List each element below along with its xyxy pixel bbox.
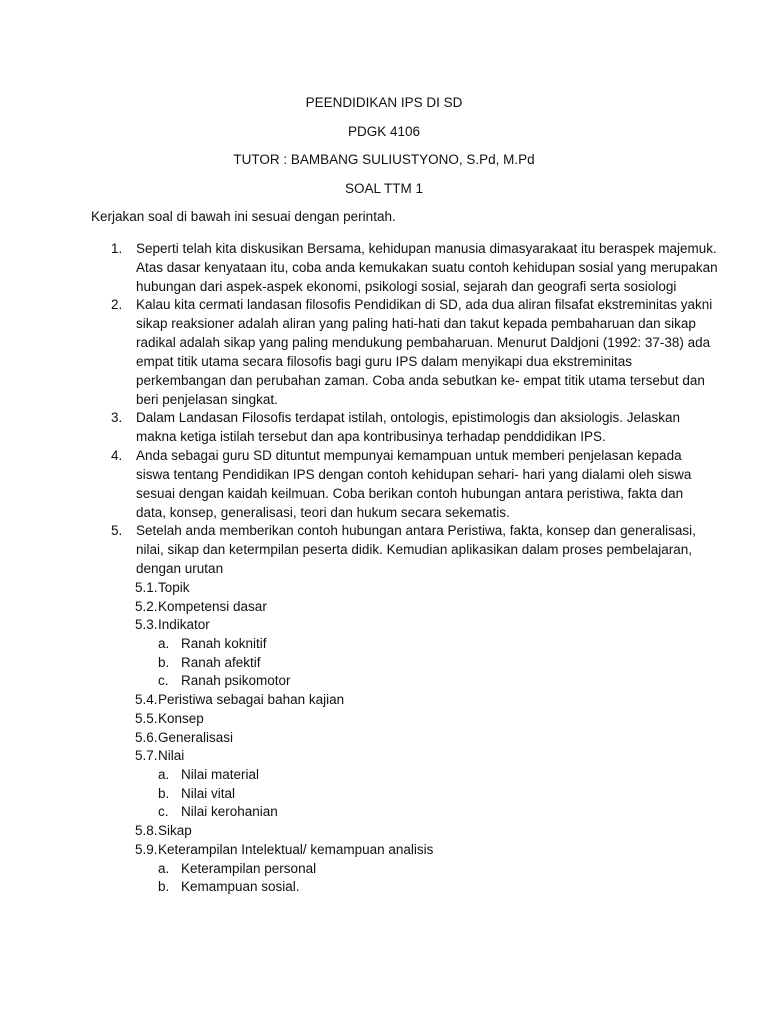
subitem-number: 5.7. bbox=[135, 748, 158, 763]
question-number: 1. bbox=[111, 241, 123, 256]
subitem-number: 5.9. bbox=[135, 842, 158, 857]
question-line: hubungan dari aspek-aspek ekonomi, psikologi sosial, sejarah dan geografi serta sosiologi bbox=[136, 279, 677, 294]
subitem-label: Ranah psikomotor bbox=[181, 673, 291, 688]
subitem-5-3 bbox=[135, 615, 210, 634]
question-line: sesuai dengan kaidah keilmuan. Coba berikan contoh hubungan antara peristiwa, fakta dan bbox=[136, 486, 684, 501]
subitem-number: 5.4. bbox=[135, 692, 158, 707]
question-number: 2. bbox=[111, 297, 123, 312]
question-line: sikap reaksioner adalah aliran yang paling hati-hati dan takut kepada pembaharuan dan sikap bbox=[136, 316, 696, 331]
question-line: data, konsep, generalisasi, teori dan hukum secara sekematis. bbox=[136, 505, 510, 520]
subitem-number: 5.5. bbox=[135, 711, 158, 726]
question-line: empat titik utama secara filosofis bagi guru IPS dalam menyikapi dua ekstreminitas bbox=[136, 354, 632, 369]
subitem-label: Indikator bbox=[158, 617, 210, 632]
question-number: 5. bbox=[111, 523, 123, 538]
subitem-5-9-b bbox=[158, 877, 300, 896]
subitem-number: 5.3. bbox=[135, 617, 158, 632]
subitem-letter: b. bbox=[158, 786, 170, 801]
subitem-label: Konsep bbox=[158, 711, 204, 726]
subitem-label: Keterampilan personal bbox=[181, 861, 317, 876]
subitem-label: Nilai material bbox=[181, 767, 260, 782]
question-number: 4. bbox=[111, 448, 123, 463]
subitem-letter: c. bbox=[158, 804, 169, 819]
question-line: Seperti telah kita diskusikan Bersama, kehidupan manusia dimasyarakaat itu beraspek majemuk. bbox=[136, 241, 717, 256]
subitem-5-9 bbox=[135, 840, 433, 859]
question-line: Kalau kita cermati landasan filosofis Pendidikan di SD, ada dua aliran filsafat ekstreminitas yakni bbox=[136, 297, 713, 312]
question-line: siswa tentang Pendidikan IPS dengan contoh kehidupan sehari- hari yang dialami oleh siswa bbox=[136, 467, 692, 482]
question-line: Setelah anda memberikan contoh hubungan antara Peristiwa, fakta, konsep dan generalisasi, bbox=[136, 523, 696, 538]
tutor-line: TUTOR : BAMBANG SULIUSTYONO, S.Pd, M.Pd bbox=[233, 152, 535, 167]
question-3 bbox=[111, 408, 696, 446]
subitem-label: Sikap bbox=[158, 823, 192, 838]
subitem-5-7-c bbox=[158, 802, 278, 821]
subitem-5-4 bbox=[135, 690, 344, 709]
subitem-5-3-a bbox=[158, 634, 267, 653]
subitem-5-3-b bbox=[158, 653, 261, 672]
question-number: 3. bbox=[111, 410, 123, 425]
subitem-number: 5.1. bbox=[135, 580, 158, 595]
subitem-label: Nilai bbox=[158, 748, 185, 763]
question-line: nilai, sikap dan ketermpilan peserta didik. Kemudian aplikasikan dalam proses pembelajaran, bbox=[136, 542, 693, 557]
subitem-label: Nilai vital bbox=[181, 786, 236, 801]
subitem-letter: a. bbox=[158, 636, 170, 651]
subitem-letter: b. bbox=[158, 655, 170, 670]
subitem-label: Ranah koknitif bbox=[181, 636, 267, 651]
subitem-label: Kemampuan sosial. bbox=[181, 879, 300, 894]
exam-title: SOAL TTM 1 bbox=[344, 181, 424, 196]
subitem-5-5 bbox=[135, 709, 204, 728]
subitem-letter: b. bbox=[158, 879, 170, 894]
subitem-label: Generalisasi bbox=[158, 730, 234, 745]
subitem-5-7 bbox=[135, 746, 184, 765]
subitem-letter: a. bbox=[158, 767, 170, 782]
question-line: perkembangan dan perubahan zaman. Coba anda sebutkan ke- empat titik utama tersebut dan bbox=[136, 373, 705, 388]
subitem-5-9-a bbox=[158, 859, 316, 878]
question-1 bbox=[111, 239, 718, 296]
subitem-label: Nilai kerohanian bbox=[181, 804, 278, 819]
instruction-text: Kerjakan soal di bawah ini sesuai dengan perintah. bbox=[91, 209, 396, 224]
subitem-letter: c. bbox=[158, 673, 169, 688]
subitem-5-6 bbox=[135, 728, 233, 747]
subitem-5-2 bbox=[135, 597, 267, 616]
question-5 bbox=[111, 521, 696, 578]
subitem-5-7-a bbox=[158, 765, 259, 784]
subitem-letter: a. bbox=[158, 861, 170, 876]
question-2 bbox=[111, 295, 713, 409]
question-4 bbox=[111, 446, 696, 522]
subitem-5-1 bbox=[135, 578, 190, 597]
question-line: Anda sebagai guru SD dituntut mempunyai kemampuan untuk memberi penjelasan kepada bbox=[136, 448, 682, 463]
question-line: radikal adalah sikap yang paling mendukung pembaharuan. Menurut Daldjoni (1992: 37-38) ada bbox=[136, 335, 711, 350]
subitem-number: 5.8. bbox=[135, 823, 158, 838]
subitem-number: 5.6. bbox=[135, 730, 158, 745]
question-line: Dalam Landasan Filosofis terdapat istilah, ontologis, epistimologis dan aksiologis. Jelaskan bbox=[136, 410, 681, 425]
question-line: beri penjelasan singkat. bbox=[136, 392, 278, 407]
question-line: dengan urutan bbox=[136, 561, 224, 576]
subitem-5-8 bbox=[135, 821, 192, 840]
subitem-label: Topik bbox=[158, 580, 190, 595]
subitem-5-3-c bbox=[158, 671, 291, 690]
document-title: PEENDIDIKAN IPS DI SD bbox=[305, 95, 463, 110]
subitem-label: Peristiwa sebagai bahan kajian bbox=[158, 692, 345, 707]
question-line: Atas dasar kenyataan itu, coba anda kemukakan suatu contoh kehidupan sosial yang merupakan bbox=[136, 260, 718, 275]
subitem-label: Ranah afektif bbox=[181, 655, 261, 670]
subitem-5-7-b bbox=[158, 784, 235, 803]
subitem-label: Keterampilan Intelektual/ kemampuan analisis bbox=[158, 842, 434, 857]
course-code: PDGK 4106 bbox=[347, 124, 421, 139]
subitem-number: 5.2. bbox=[135, 599, 158, 614]
subitem-label: Kompetensi dasar bbox=[158, 599, 267, 614]
question-line: makna ketiga istilah tersebut dan apa kontribusinya terhadap penddidikan IPS. bbox=[136, 429, 606, 444]
